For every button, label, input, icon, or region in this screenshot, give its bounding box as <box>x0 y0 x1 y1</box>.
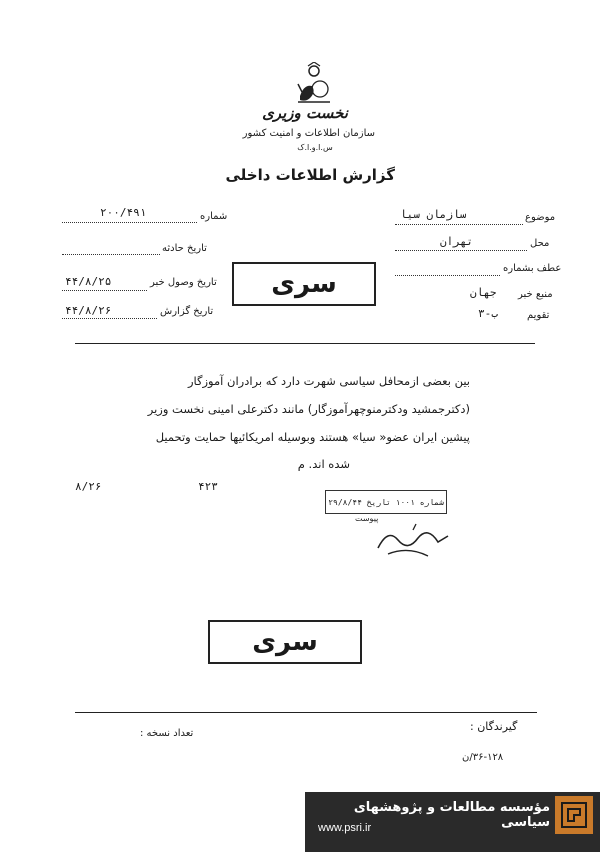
header-code: س.ا.و.ا.ک <box>297 143 333 152</box>
source-label: منبع خبر <box>518 289 553 300</box>
body-line-2: (دکترجمشید ودکترمنوچهرآموزگار) مانند دکترعلی امینی نخست وزیر <box>147 402 470 416</box>
body-line-1: بین بعضی ازمحافل سیاسی شهرت دارد که برادران آموزگار <box>187 374 470 388</box>
location-line <box>395 250 527 251</box>
subject-line <box>395 224 523 225</box>
receipt-stamp-text: شماره ۱۰۰۱ تاریخ ۲۹/۸/۴۴ <box>325 490 447 514</box>
evaluation-value: ب-۳ <box>478 307 498 320</box>
received-date-value: ۴۴/۸/۲۵ <box>65 275 112 288</box>
margin-note-number: ۴۲۳ <box>198 480 218 493</box>
reference-label: عطف بشماره <box>503 263 562 274</box>
number-line <box>62 222 197 223</box>
institute-logo <box>555 796 593 834</box>
reference-line <box>395 275 500 276</box>
received-date-line <box>62 290 147 291</box>
body-line-3: پیشین ایران عضو« سیا» هستند وبوسیله امریکائیها حمایت وتحمیل <box>155 430 470 444</box>
location-label: محل <box>530 238 550 249</box>
evaluation-label: تقویم <box>527 310 550 321</box>
subject-label: موضوع <box>525 212 556 223</box>
received-date-label: تاریخ وصول خبر <box>150 277 217 288</box>
receipt-stamp-sub: پیوست <box>355 514 379 523</box>
form-code: ۳۶-۱۲۸/ن <box>462 752 504 763</box>
header-title: نخست وزیری <box>262 104 348 122</box>
incident-date-label: تاریخ حادثه <box>162 243 207 254</box>
report-date-line <box>62 318 157 319</box>
classification-stamp-bottom: سری <box>208 620 362 664</box>
subject-value: سازمان سیا <box>400 208 467 221</box>
lion-and-sun-emblem <box>294 62 334 106</box>
margin-note-date: ۸/۲۶ <box>75 480 102 493</box>
body-line-4: شده اند. م <box>297 457 350 471</box>
handwritten-signature <box>368 518 458 560</box>
number-label: شماره <box>200 211 228 222</box>
location-value: تهران <box>440 235 474 248</box>
divider-bottom <box>75 712 537 713</box>
recipients-label: گیرندگان : <box>470 720 518 733</box>
institute-url[interactable]: www.psri.ir <box>318 822 372 834</box>
classification-stamp-top: سری <box>232 262 376 306</box>
report-date-value: ۴۴/۸/۲۶ <box>65 304 112 317</box>
divider-top <box>75 343 535 344</box>
copies-label: تعداد نسخه : <box>140 728 194 739</box>
report-date-label: تاریخ گزارش <box>160 306 214 317</box>
header-organization: سازمان اطلاعات و امنیت کشور <box>242 128 375 139</box>
number-value: ۲۰۰/۴۹۱ <box>100 206 147 219</box>
incident-date-line <box>62 254 160 255</box>
institute-name: مؤسسه مطالعات و پژوهشهای سیاسی <box>353 800 550 830</box>
institute-logo-icon <box>559 800 589 830</box>
report-type-heading: گزارش اطلاعات داخلی <box>225 166 395 184</box>
source-value: جهان <box>470 286 497 299</box>
